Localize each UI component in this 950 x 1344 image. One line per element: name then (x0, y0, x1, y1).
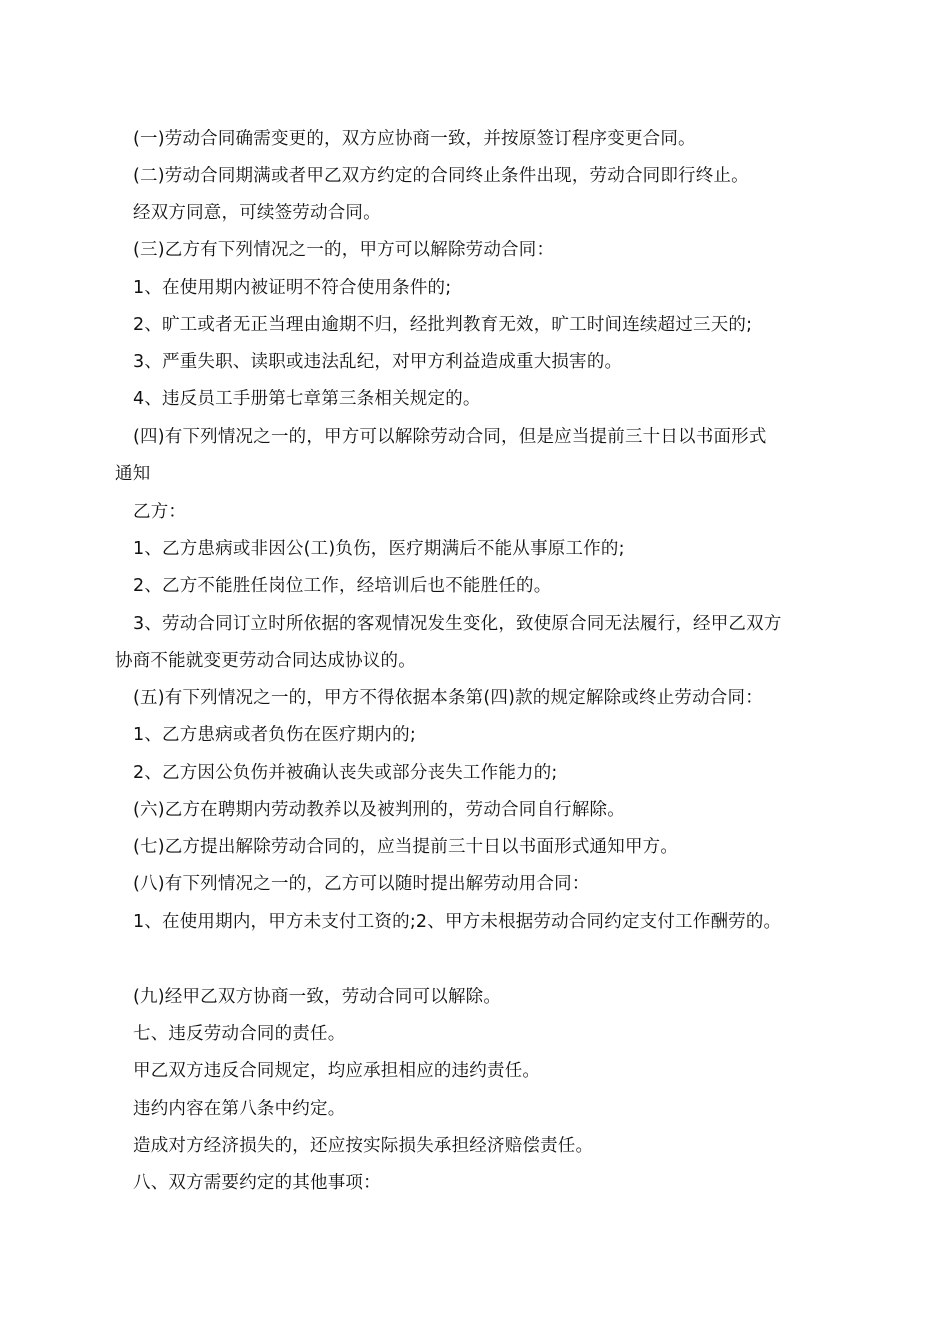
list-item: 4、违反员工手册第七章第三条相关规定的。 (133, 389, 481, 409)
section-heading-8: 八、双方需要约定的其他事项： (133, 1173, 381, 1193)
paragraph-clause-4: (四)有下列情况之一的，甲方可以解除劳动合同，但是应当提前三十日以书面形式 (133, 427, 767, 447)
list-item: 1、在使用期内被证明不符合使用条件的; (133, 278, 452, 298)
paragraph-clause-4-continued: 通知 (115, 464, 151, 484)
list-item: 1、在使用期内，甲方未支付工资的;2、甲方未根据劳动合同约定支付工作酬劳的。 (133, 912, 782, 932)
paragraph-clause-3: (三)乙方有下列情况之一的，甲方可以解除劳动合同： (133, 240, 555, 260)
list-item: 3、严重失职、读职或违法乱纪，对甲方利益造成重大损害的。 (133, 352, 623, 372)
paragraph-clause-5: (五)有下列情况之一的，甲方不得依据本条第(四)款的规定解除或终止劳动合同： (133, 688, 763, 708)
list-item: 3、劳动合同订立时所依据的客观情况发生变化，致使原合同无法履行，经甲乙双方 (133, 614, 782, 634)
list-item: 2、乙方不能胜任岗位工作，经培训后也不能胜任的。 (133, 576, 552, 596)
paragraph-clause-6: (六)乙方在聘期内劳动教养以及被判刑的，劳动合同自行解除。 (133, 800, 625, 820)
section-heading-7: 七、违反劳动合同的责任。 (133, 1024, 346, 1044)
paragraph-compensation: 造成对方经济损失的，还应按实际损失承担经济赔偿责任。 (133, 1136, 594, 1156)
paragraph-renewal: 经双方同意，可续签劳动合同。 (133, 203, 381, 223)
list-item: 1、乙方患病或非因公(工)负伤，医疗期满后不能从事原工作的; (133, 539, 625, 559)
list-item: 2、乙方因公负伤并被确认丧失或部分丧失工作能力的; (133, 763, 558, 783)
list-item: 2、旷工或者无正当理由逾期不归，经批判教育无效，旷工时间连续超过三天的; (133, 315, 753, 335)
paragraph-clause-8: (八)有下列情况之一的，乙方可以随时提出解劳动用合同： (133, 874, 590, 894)
paragraph-liability: 甲乙双方违反合同规定，均应承担相应的违约责任。 (133, 1061, 541, 1081)
paragraph-party-b: 乙方： (133, 502, 187, 522)
paragraph-clause-2: (二)劳动合同期满或者甲乙双方约定的合同终止条件出现，劳动合同即行终止。 (133, 166, 749, 186)
list-item: 1、乙方患病或者负伤在医疗期内的; (133, 725, 416, 745)
paragraph-clause-7: (七)乙方提出解除劳动合同的，应当提前三十日以书面形式通知甲方。 (133, 837, 679, 857)
paragraph-breach-terms: 违约内容在第八条中约定。 (133, 1099, 346, 1119)
list-item-continued: 协商不能就变更劳动合同达成协议的。 (115, 651, 416, 671)
paragraph-clause-1: (一)劳动合同确需变更的，双方应协商一致，并按原签订程序变更合同。 (133, 129, 696, 149)
paragraph-clause-9: (九)经甲乙双方协商一致，劳动合同可以解除。 (133, 987, 502, 1007)
